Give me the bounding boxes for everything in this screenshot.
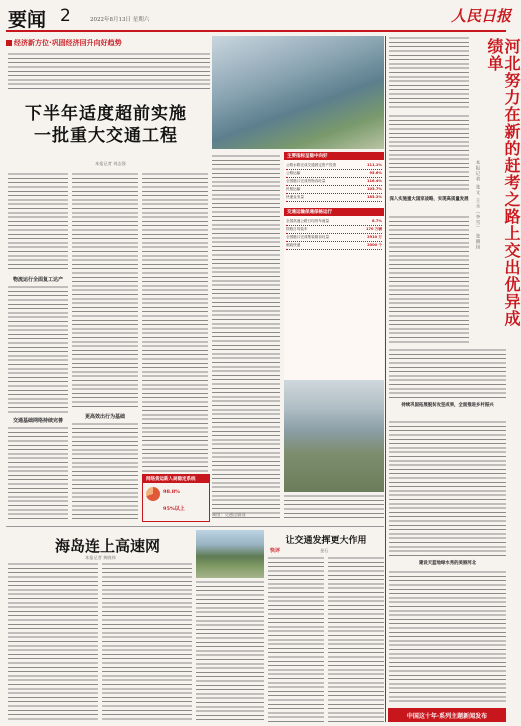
article-text-col1a bbox=[8, 172, 68, 272]
article-text-col1b bbox=[8, 285, 68, 413]
main-headline-line1: 下半年适度超前实施 bbox=[25, 104, 187, 124]
data-panel bbox=[284, 152, 384, 492]
data-row-value: 185.2% bbox=[367, 195, 382, 199]
data-row-label: 公路水路完成交通固定资产投资 bbox=[286, 163, 337, 167]
article-text-col5 bbox=[284, 494, 384, 520]
commentary-byline: 金石 bbox=[320, 548, 329, 553]
article-text-col4 bbox=[212, 154, 280, 520]
mini-chart-value2: 95%以上 bbox=[163, 506, 185, 512]
mini-pie-chart bbox=[146, 487, 160, 501]
data-row-value: 2910 万 bbox=[367, 235, 382, 239]
data-row-label: 全国港口完成集装箱吞吐量 bbox=[286, 235, 330, 239]
series-banner: 中国这十年·系列主题新闻发布 bbox=[388, 708, 506, 722]
data-row-label: 快递业务量 bbox=[286, 195, 304, 199]
right-subhead-3: 建设天蓝地绿水秀的美丽河北 bbox=[418, 561, 477, 566]
right-text-top bbox=[389, 36, 469, 110]
data-row-value: 103.7% bbox=[367, 187, 382, 191]
main-headline-line2: 一批重大交通工程 bbox=[34, 126, 178, 146]
main-byline: 本报记者 刘志强 bbox=[95, 161, 126, 166]
data-row-label: 民航运输 bbox=[286, 187, 301, 191]
mini-chart-value1: 98.8% bbox=[163, 489, 180, 495]
data-row bbox=[286, 226, 382, 234]
data-row bbox=[286, 194, 382, 202]
subhead-logistics: 物流运行全面复工达产 bbox=[12, 277, 63, 283]
right-vertical-byline: 本报记者 张文 王永（李雪） 张腾扬 bbox=[475, 160, 480, 250]
data-panel-rows2 bbox=[284, 216, 384, 252]
article-text-col3 bbox=[142, 172, 208, 472]
data-row bbox=[286, 186, 382, 194]
issue-date: 2022年8月13日 星期六 bbox=[90, 17, 150, 23]
lower-text-col2 bbox=[102, 562, 192, 722]
article-text-col1c bbox=[8, 426, 68, 522]
intro-text bbox=[8, 52, 210, 90]
data-row bbox=[286, 162, 382, 170]
data-row-label: 铁路日均装车 bbox=[286, 227, 308, 231]
data-row bbox=[286, 170, 382, 178]
data-row bbox=[286, 178, 382, 186]
data-row-label: 全国高速公路日均货车流量 bbox=[286, 219, 330, 223]
data-row-label: 全国港口完成货物吞吐量 bbox=[286, 179, 326, 183]
mini-chart-box bbox=[142, 474, 210, 522]
lower-headline: 海岛连上高速网 bbox=[55, 537, 161, 555]
data-row-value: 6.7% bbox=[372, 219, 382, 223]
lower-text-col1 bbox=[8, 562, 98, 722]
data-row-value: 116.4% bbox=[367, 179, 382, 183]
port-photo bbox=[212, 36, 384, 149]
subhead-network: 交通基础网络持续完善 bbox=[12, 418, 63, 424]
right-text-4 bbox=[389, 348, 506, 398]
subhead-travel: 更高效出行为基础 bbox=[84, 414, 125, 420]
section-number: 2 bbox=[60, 6, 71, 26]
article-text-col2b bbox=[72, 422, 138, 522]
kicker-label: 经济新方位·巩固经济回升向好趋势 bbox=[14, 39, 122, 47]
masthead-rule bbox=[6, 4, 506, 32]
lower-byline: 本报记者 黄晓伟 bbox=[85, 555, 116, 560]
kicker bbox=[6, 38, 122, 48]
commentary-text-col1 bbox=[268, 556, 324, 722]
commentary-kicker: 快评 bbox=[270, 548, 281, 554]
section-name: 要闻 bbox=[8, 9, 47, 31]
data-row bbox=[286, 218, 382, 226]
right-text-6 bbox=[389, 570, 506, 704]
article-text-col2 bbox=[72, 172, 138, 408]
mini-chart-title: 网络货运新入局稳定系统 bbox=[143, 475, 209, 483]
lower-text-col3 bbox=[196, 580, 264, 722]
data-row-value: 2000 个 bbox=[367, 243, 382, 247]
data-panel-title: 主要指标呈稳中向好 bbox=[284, 152, 384, 160]
data-row-value: 170 万辆 bbox=[366, 227, 382, 231]
right-text-5 bbox=[389, 420, 506, 556]
graphic-credit: 制图：交通运输部 bbox=[212, 512, 246, 517]
right-text-3 bbox=[389, 215, 469, 345]
right-vertical-headline: 河北努力在新的赶考之路上交出优异成绩单 bbox=[485, 38, 521, 327]
right-column-rule bbox=[385, 36, 386, 722]
data-row-value: 95.6% bbox=[369, 171, 382, 175]
newspaper-logo: 人民日报 bbox=[451, 7, 512, 25]
data-row-label: 邮政快递 bbox=[286, 243, 301, 247]
island-photo bbox=[196, 530, 264, 578]
data-panel-title2: 交通运输保通保畅运行 bbox=[284, 208, 384, 216]
commentary-headline: 让交通发挥更大作用 bbox=[285, 536, 367, 546]
right-subhead-2: 持续巩固拓展脱贫攻坚成果，全面推进乡村振兴 bbox=[401, 403, 494, 408]
data-row-label: 公路运输 bbox=[286, 171, 301, 175]
section-divider bbox=[6, 526, 384, 527]
data-row bbox=[286, 242, 382, 250]
rail-photo bbox=[284, 380, 384, 492]
data-row bbox=[286, 234, 382, 242]
data-row-value: 111.1% bbox=[367, 163, 382, 167]
data-panel-rows bbox=[284, 160, 384, 204]
right-text-2 bbox=[389, 114, 469, 192]
main-headline bbox=[6, 103, 206, 147]
kicker-marker-icon bbox=[6, 40, 12, 46]
commentary-text-col2 bbox=[328, 556, 384, 722]
right-subhead-1: 深入实施重大国家战略，实现高质量发展 bbox=[389, 197, 469, 202]
